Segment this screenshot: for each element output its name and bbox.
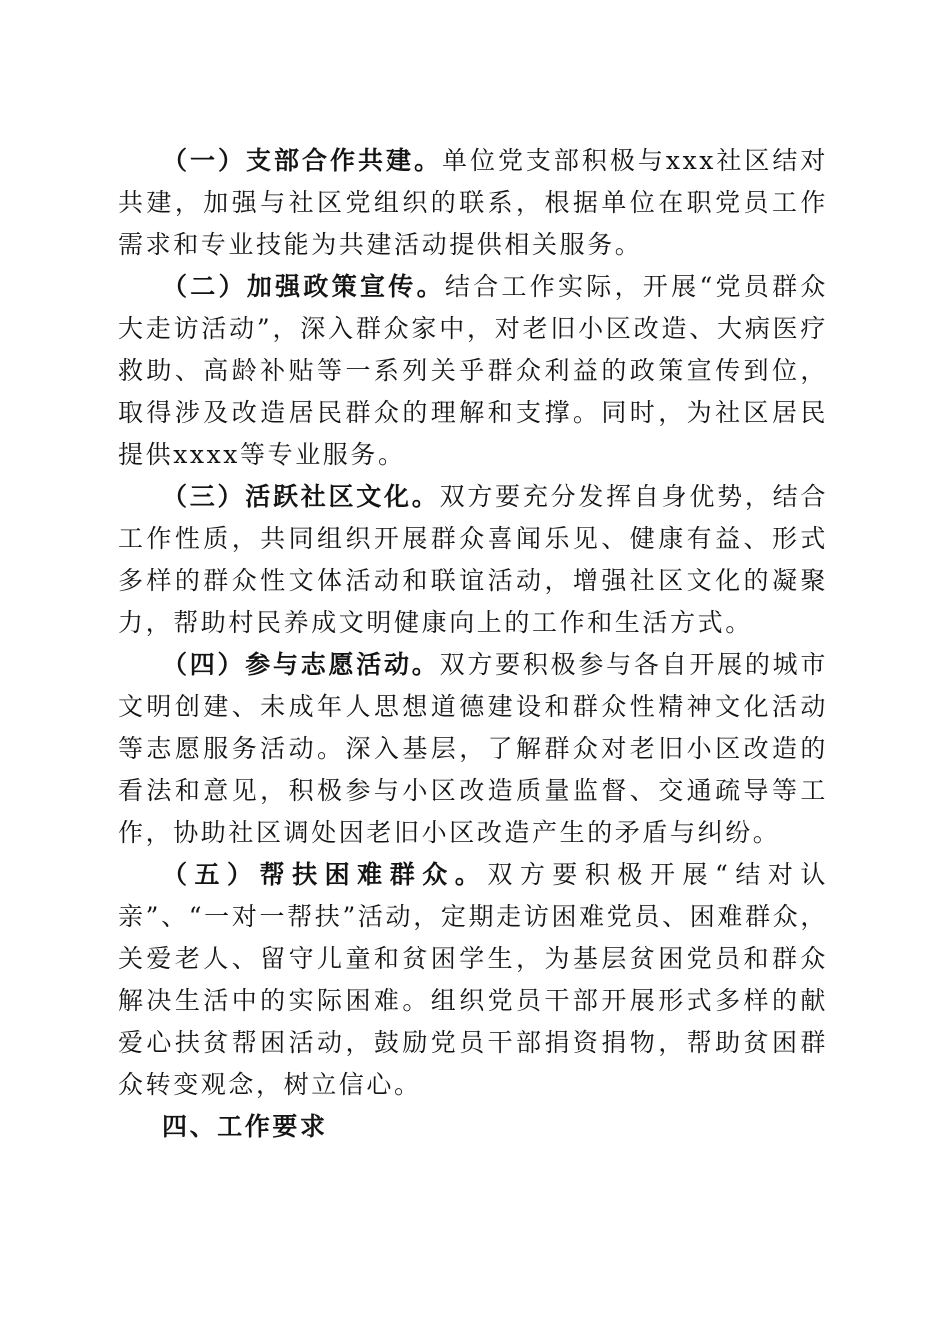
paragraph-3-body: 双方要充分发挥自身优势，结合工作性质，共同组织开展群众喜闻乐见、健康有益、形式多样的群众性文体活动和联谊活动，增强社区文化的凝聚力，帮助村民养成文明健康向上的工作和生活方式。 [118, 482, 828, 637]
paragraph-5 [118, 854, 828, 1106]
paragraph-3 [118, 476, 828, 644]
paragraph-5-heading: （五）帮扶困难群众。 [162, 860, 488, 889]
section-title: 四、工作要求 [162, 1112, 328, 1141]
paragraph-4-body: 双方要积极参与各自开展的城市文明创建、未成年人思想道德建设和群众性精神文化活动等志愿服务活动。深入基层，了解群众对老旧小区改造的看法和意见，积极参与小区改造质量监督、交通疏导等工作，协助社区调处因老旧小区改造产生的矛盾与纠纷。 [118, 650, 828, 847]
paragraph-2 [118, 266, 828, 476]
paragraph-4-heading: （四）参与志愿活动。 [162, 650, 440, 679]
paragraph-1 [118, 140, 828, 266]
paragraph-2-body: 结合工作实际，开展“党员群众大走访活动”，深入群众家中，对老旧小区改造、大病医疗救助、高龄补贴等一系列关乎群众利益的政策宣传到位，取得涉及改造居民群众的理解和支撑。同时，为社区居民提供xxxx等专业服务。 [118, 272, 828, 469]
document-body [118, 140, 828, 1148]
paragraph-1-body: 单位党支部积极与xxx社区结对共建，加强与社区党组织的联系，根据单位在职党员工作需求和专业技能为共建活动提供相关服务。 [118, 146, 828, 259]
paragraph-1-heading: （一）支部合作共建。 [162, 146, 442, 175]
paragraph-5-body: 双方要积极开展“结对认亲”、“一对一帮扶”活动，定期走访困难党员、困难群众，关爱老人、留守儿童和贫困学生，为基层贫困党员和群众解决生活中的实际困难。组织党员干部开展形式多样的献爱心扶贫帮困活动，鼓励党员干部捐资捐物，帮助贫困群众转变观念，树立信心。 [118, 860, 828, 1099]
paragraph-2-heading: （二）加强政策宣传。 [162, 272, 445, 301]
paragraph-4 [118, 644, 828, 854]
paragraph-3-heading: （三）活跃社区文化。 [162, 482, 440, 511]
